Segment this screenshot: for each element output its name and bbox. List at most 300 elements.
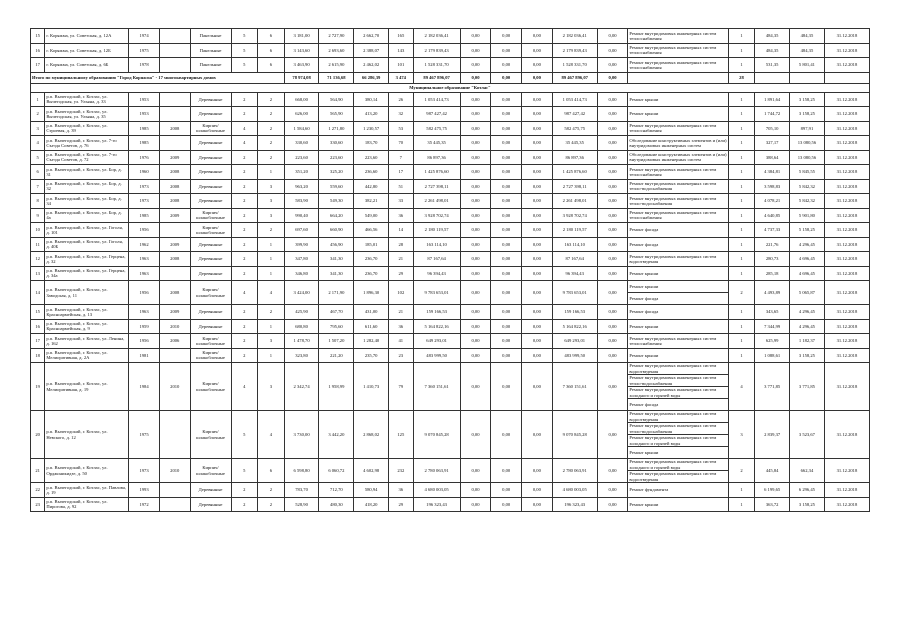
cell-n: 2	[31, 107, 45, 122]
cell-own: 2 780 063,91	[552, 459, 597, 483]
table-row	[31, 165, 870, 180]
cell-yrec: 2008	[159, 165, 190, 180]
cell-a: 990,40	[284, 208, 319, 223]
cell-d1: 285,18	[755, 266, 790, 281]
cell-b: 6 060,72	[319, 459, 354, 483]
cell-d2: 3 158,25	[790, 497, 825, 512]
cell-a: 425,90	[284, 305, 319, 320]
table-row	[31, 483, 870, 498]
cell-n: 16	[31, 319, 45, 334]
cell-a: 323,80	[284, 348, 319, 363]
cell-c: 236,70	[354, 252, 389, 267]
cell-p: 125	[389, 411, 414, 459]
cell-p: 53	[389, 121, 414, 136]
cell-f4: 0,00	[597, 281, 628, 305]
cell-f3: 0,00	[522, 194, 553, 209]
cell-fl: 2	[231, 483, 258, 498]
section-title: Муниципальное образование "Котлас"	[31, 83, 870, 92]
cell-yrec	[159, 58, 190, 73]
document-page	[30, 28, 870, 512]
cell-cnt: 1	[728, 497, 755, 512]
cell-own: 1 053 414,73	[552, 92, 597, 107]
cell-f1: 0,00	[460, 348, 491, 363]
cell-f1: 0,00	[460, 281, 491, 305]
cell-addr: р.п. Вычегодский, г. Котлас, ул. 7-го Съезда Советов, д. 76	[45, 136, 129, 151]
cell-yrec	[159, 29, 190, 44]
cell-yrec: 2009	[159, 208, 190, 223]
table-row	[31, 497, 870, 512]
cell-a: 1 584,60	[284, 121, 319, 136]
cell-b: 564,90	[319, 92, 354, 107]
table-row	[31, 334, 870, 349]
work-item: Ремонт внутридомовых инженерных систем водоотведения	[629, 253, 717, 264]
cell-b: 559,60	[319, 179, 354, 194]
cell-cost: 2 180 119,57	[413, 223, 460, 238]
section-row	[31, 83, 870, 92]
cell-en: 2	[258, 136, 285, 151]
cell-year: 1962	[129, 237, 160, 252]
cell-f3: 0,00	[522, 281, 553, 305]
cell-date: 31.12.2018	[824, 483, 869, 498]
table-row	[31, 252, 870, 267]
cell-yrec	[159, 43, 190, 58]
cell-d1: 2 839,37	[755, 411, 790, 459]
cell-en: 2	[258, 497, 285, 512]
subtotal-cell: 0,00	[597, 72, 628, 83]
cell-p: 23	[389, 348, 414, 363]
work-item: Ремонт внутридомовых инженерных систем тепло-водоснабжения	[628, 423, 727, 435]
cell-year: 1973	[129, 179, 160, 194]
cell-b: 1 958,99	[319, 363, 354, 411]
cell-wall: Деревянные	[190, 194, 231, 209]
work-item: Ремонт фасада	[629, 401, 659, 407]
cell-f2: 0,00	[491, 121, 522, 136]
cell-d2: 897,91	[790, 121, 825, 136]
subtotal-cell: 0,00	[460, 72, 491, 83]
cell-d2: 484,35	[790, 29, 825, 44]
cell-c: 236,70	[354, 266, 389, 281]
cell-f4: 0,00	[597, 319, 628, 334]
cell-c: 1 896,30	[354, 281, 389, 305]
cell-f3: 0,00	[522, 165, 553, 180]
cell-c: 549,00	[354, 208, 389, 223]
cell-p: 102	[389, 281, 414, 305]
cell-f4: 0,00	[597, 136, 628, 151]
subtotal-cell: 89 467 896,07	[413, 72, 460, 83]
cell-d2: 13 080,56	[790, 136, 825, 151]
cell-own: 649 293,01	[552, 334, 597, 349]
cell-addr: г. Коряжма, ул. Советская, д. 6Б	[45, 58, 129, 73]
cell-n: 15	[31, 305, 45, 320]
cell-a: 3 730,00	[284, 411, 319, 459]
cell-cnt: 1	[728, 334, 755, 349]
cell-n: 12	[31, 252, 45, 267]
cell-en: 2	[258, 92, 285, 107]
cell-f2: 0,00	[491, 165, 522, 180]
cell-c: 4 602,98	[354, 459, 389, 483]
cell-date: 31.12.2018	[824, 107, 869, 122]
cell-wall: Панельные	[190, 58, 231, 73]
cell-year: 1975	[129, 43, 160, 58]
cell-cost: 35 445,35	[413, 136, 460, 151]
cell-works	[628, 58, 728, 73]
cell-works	[628, 29, 728, 44]
cell-own: 1 528 331,70	[552, 58, 597, 73]
cell-year: 1976	[129, 150, 160, 165]
cell-d2: 5 065,87	[790, 281, 825, 305]
cell-d1: 7 344,99	[755, 319, 790, 334]
cell-works	[628, 107, 728, 122]
cell-f2: 0,00	[491, 194, 522, 209]
work-item: Ремонт крыши	[629, 323, 659, 329]
cell-f4: 0,00	[597, 58, 628, 73]
cell-yrec	[159, 411, 190, 459]
cell-f4: 0,00	[597, 208, 628, 223]
cell-f3: 0,00	[522, 363, 553, 411]
cell-fl: 4	[231, 363, 258, 411]
table-row	[31, 179, 870, 194]
cell-cnt: 1	[728, 252, 755, 267]
cell-en: 1	[258, 319, 285, 334]
cell-addr: р.п. Вычегодский, г. Котлас, ул. Вычегодская, ул. Ульяна, д. 35	[45, 107, 129, 122]
subtotal-cell	[790, 72, 825, 83]
cell-f1: 0,00	[460, 136, 491, 151]
cell-b: 2 727,90	[319, 29, 354, 44]
cell-f4: 0,00	[597, 43, 628, 58]
work-item: Ремонт крыши	[629, 111, 659, 117]
table-row	[31, 411, 870, 459]
cell-d2: 5 801,41	[790, 58, 825, 73]
cell-b: 712,70	[319, 483, 354, 498]
cell-b: 664,20	[319, 208, 354, 223]
table-row	[31, 348, 870, 363]
cell-a: 347,80	[284, 252, 319, 267]
cell-date: 31.12.2018	[824, 223, 869, 238]
cell-yrec: 2006	[159, 334, 190, 349]
cell-fl: 5	[231, 411, 258, 459]
cell-d1: 625,99	[755, 334, 790, 349]
cell-c: 1 282,40	[354, 334, 389, 349]
cell-d2: 5 845,55	[790, 165, 825, 180]
cell-c: 1 230,57	[354, 121, 389, 136]
cell-p: 33	[389, 194, 414, 209]
table-row	[31, 43, 870, 58]
cell-b: 341,30	[319, 266, 354, 281]
table-row	[31, 266, 870, 281]
cell-yrec: 2008	[159, 252, 190, 267]
cell-f2: 0,00	[491, 107, 522, 122]
cell-f2: 0,00	[491, 252, 522, 267]
cell-fl: 2	[231, 334, 258, 349]
cell-c: 185,01	[354, 237, 389, 252]
cell-b: 795,60	[319, 319, 354, 334]
cell-addr: р.п. Вычегодский, г. Котлас, ул. Пирогова, д. 92	[45, 497, 129, 512]
cell-own: 987 427,42	[552, 107, 597, 122]
cell-cost: 2 179 839,43	[413, 43, 460, 58]
cell-year: 1953	[129, 107, 160, 122]
cell-f3: 0,00	[522, 107, 553, 122]
cell-fl: 2	[231, 165, 258, 180]
cell-fl: 4	[231, 281, 258, 305]
cell-date: 31.12.2018	[824, 411, 869, 459]
cell-d1: 388,64	[755, 150, 790, 165]
table-row	[31, 92, 870, 107]
cell-addr: р.п. Вычегодский, г. Котлас, ул. Бор, д. 32	[45, 179, 129, 194]
cell-en: 6	[258, 29, 285, 44]
cell-works	[628, 121, 728, 136]
subtotal-cell	[824, 72, 869, 83]
cell-addr: р.п. Вычегодский, г. Котлас, ул. Мелиоративная, д. 2А	[45, 348, 129, 363]
cell-addr: р.п. Вычегодский, г. Котлас, ул. 7-го Съезда Советов, д. 72	[45, 150, 129, 165]
cell-addr: р.п. Вычегодский, г. Котлас, ул. Бор, д. 31	[45, 165, 129, 180]
cell-cost: 163 114,10	[413, 237, 460, 252]
cell-date: 31.12.2018	[824, 150, 869, 165]
cell-f4: 0,00	[597, 223, 628, 238]
cell-cost: 582 475,75	[413, 121, 460, 136]
cell-f1: 0,00	[460, 92, 491, 107]
work-item: Ремонт крыши	[629, 449, 659, 455]
cell-cost: 4 680 003,05	[413, 483, 460, 498]
cell-f1: 0,00	[460, 363, 491, 411]
cell-cnt: 3	[728, 411, 755, 459]
cell-en: 3	[258, 194, 285, 209]
work-item: Ремонт фасада	[629, 295, 659, 301]
cell-f1: 0,00	[460, 497, 491, 512]
cell-cost: 987 427,42	[413, 107, 460, 122]
cell-p: 36	[389, 208, 414, 223]
cell-f3: 0,00	[522, 58, 553, 73]
work-item: Ремонт внутридомовых инженерных систем водоотведения	[628, 363, 727, 375]
cell-wall: Кирпич/ шлакоблочные	[190, 121, 231, 136]
cell-yrec	[159, 223, 190, 238]
cell-p: 7	[389, 150, 414, 165]
cell-date: 31.12.2018	[824, 43, 869, 58]
cell-n: 20	[31, 411, 45, 459]
cell-d1: 531,35	[755, 58, 790, 73]
cell-works	[628, 266, 728, 281]
table-row	[31, 208, 870, 223]
cell-works	[628, 223, 728, 238]
cell-a: 346,80	[284, 266, 319, 281]
cell-b: 2 171,90	[319, 281, 354, 305]
cell-d2: 5 901,80	[790, 208, 825, 223]
cell-own: 9 783 653,01	[552, 281, 597, 305]
cell-p: 32	[389, 107, 414, 122]
cell-cnt: 1	[728, 92, 755, 107]
cell-c: 413,20	[354, 107, 389, 122]
cell-own: 86 897,36	[552, 150, 597, 165]
cell-yrec: 2010	[159, 363, 190, 411]
cell-date: 31.12.2018	[824, 266, 869, 281]
work-item: Ремонт фундамента	[629, 487, 669, 493]
cell-wall: Кирпич/ шлакоблочные	[190, 223, 231, 238]
cell-n: 17	[31, 58, 45, 73]
cell-en: 2	[258, 223, 285, 238]
table-row	[31, 136, 870, 151]
cell-f1: 0,00	[460, 411, 491, 459]
work-item: Ремонт внутридомовых инженерных систем холодного и горячей воды	[628, 387, 727, 399]
cell-fl: 2	[231, 92, 258, 107]
cell-fl: 4	[231, 121, 258, 136]
cell-f3: 0,00	[522, 150, 553, 165]
cell-a: 963,20	[284, 179, 319, 194]
cell-f3: 0,00	[522, 334, 553, 349]
cell-d2: 3 158,25	[790, 348, 825, 363]
cell-f1: 0,00	[460, 223, 491, 238]
cell-works	[628, 194, 728, 209]
cell-f1: 0,00	[460, 459, 491, 483]
cell-wall: Деревянные	[190, 165, 231, 180]
cell-d2: 3 158,25	[790, 92, 825, 107]
cell-f1: 0,00	[460, 179, 491, 194]
cell-own: 2 179 839,43	[552, 43, 597, 58]
cell-works	[628, 459, 728, 483]
cell-a: 2 342,74	[284, 363, 319, 411]
cell-cost: 483 999,50	[413, 348, 460, 363]
cell-f3: 0,00	[522, 252, 553, 267]
cell-addr: р.п. Вычегодский, г. Котлас, ул. Бор, д. 4а	[45, 208, 129, 223]
cell-yrec: 2009	[159, 150, 190, 165]
cell-d1: 343,65	[755, 305, 790, 320]
cell-yrec: 2009	[159, 237, 190, 252]
cell-p: 21	[389, 305, 414, 320]
cell-d1: 1 891,64	[755, 92, 790, 107]
cell-d2: 4 296,45	[790, 237, 825, 252]
cell-f3: 0,00	[522, 305, 553, 320]
cell-f3: 0,00	[522, 136, 553, 151]
cell-f4: 0,00	[597, 266, 628, 281]
cell-n: 1	[31, 92, 45, 107]
cell-addr: р.п. Вычегодский, г. Котлас, ул. Невского, д. 12	[45, 411, 129, 459]
cell-date: 31.12.2018	[824, 29, 869, 44]
cell-p: 17	[389, 165, 414, 180]
cell-b: 3 442,20	[319, 411, 354, 459]
cell-fl: 5	[231, 58, 258, 73]
cell-yrec: 2008	[159, 121, 190, 136]
cell-yrec: 2008	[159, 194, 190, 209]
cell-works	[628, 363, 728, 411]
work-item: Ремонт внутридомовых инженерных систем тепло-водоснабжения	[629, 181, 717, 192]
repair-program-table	[30, 28, 870, 512]
cell-d1: 280,73	[755, 252, 790, 267]
cell-works	[628, 150, 728, 165]
cell-works	[628, 92, 728, 107]
cell-b: 223,60	[319, 150, 354, 165]
table-row	[31, 107, 870, 122]
cell-n: 17	[31, 334, 45, 349]
cell-p: 36	[389, 483, 414, 498]
cell-f3: 0,00	[522, 411, 553, 459]
cell-c: 442,80	[354, 179, 389, 194]
cell-own: 87 167,64	[552, 252, 597, 267]
cell-a: 697,60	[284, 223, 319, 238]
cell-f3: 0,00	[522, 223, 553, 238]
cell-f1: 0,00	[460, 319, 491, 334]
cell-b: 660,90	[319, 223, 354, 238]
cell-addr: р.п. Вычегодский, г. Котлас, ул. Красноармейская, д. 13	[45, 305, 129, 320]
cell-c: 2 388,07	[354, 43, 389, 58]
cell-c: 611,60	[354, 319, 389, 334]
cell-f4: 0,00	[597, 497, 628, 512]
cell-date: 31.12.2018	[824, 497, 869, 512]
cell-en: 3	[258, 334, 285, 349]
cell-wall: Кирпич/ шлакоблочные	[190, 363, 231, 411]
cell-f4: 0,00	[597, 237, 628, 252]
work-item: Ремонт внутридомовых инженерных систем теплоснабжения	[629, 123, 717, 134]
cell-f4: 0,00	[597, 121, 628, 136]
cell-f2: 0,00	[491, 305, 522, 320]
cell-f4: 0,00	[597, 411, 628, 459]
cell-d2: 4 696,45	[790, 266, 825, 281]
cell-f4: 0,00	[597, 334, 628, 349]
cell-d1: 4 384,81	[755, 165, 790, 180]
cell-date: 31.12.2018	[824, 281, 869, 305]
cell-f2: 0,00	[491, 150, 522, 165]
cell-cnt: 1	[728, 121, 755, 136]
cell-cnt: 1	[728, 165, 755, 180]
cell-c: 223,60	[354, 150, 389, 165]
cell-wall: Кирпич/ шлакоблочные	[190, 411, 231, 459]
cell-f1: 0,00	[460, 107, 491, 122]
work-item: Ремонт внутридомовых инженерных систем холодного и горячей воды	[628, 435, 727, 447]
cell-year: 1984	[129, 363, 160, 411]
cell-year: 1974	[129, 29, 160, 44]
table-row	[31, 29, 870, 44]
cell-f3: 0,00	[522, 208, 553, 223]
cell-cost: 86 897,36	[413, 150, 460, 165]
cell-d1: 1 744,72	[755, 107, 790, 122]
cell-p: 29	[389, 497, 414, 512]
cell-a: 583,90	[284, 194, 319, 209]
cell-yrec: 2010	[159, 319, 190, 334]
cell-fl: 2	[231, 348, 258, 363]
cell-p: 36	[389, 319, 414, 334]
cell-f1: 0,00	[460, 150, 491, 165]
cell-year: 1956	[129, 223, 160, 238]
cell-f4: 0,00	[597, 459, 628, 483]
cell-cnt: 1	[728, 150, 755, 165]
cell-en: 3	[258, 179, 285, 194]
cell-f2: 0,00	[491, 497, 522, 512]
cell-f1: 0,00	[460, 165, 491, 180]
cell-wall: Деревянные	[190, 237, 231, 252]
cell-own: 35 445,35	[552, 136, 597, 151]
cell-cnt: 1	[728, 29, 755, 44]
cell-own: 2 727 398,11	[552, 179, 597, 194]
cell-own: 9 070 845,28	[552, 411, 597, 459]
cell-fl: 2	[231, 179, 258, 194]
cell-n: 9	[31, 208, 45, 223]
cell-f2: 0,00	[491, 483, 522, 498]
cell-f2: 0,00	[491, 348, 522, 363]
cell-date: 31.12.2018	[824, 179, 869, 194]
cell-cost: 9 070 845,28	[413, 411, 460, 459]
cell-p: 41	[389, 334, 414, 349]
cell-own: 2 182 036,41	[552, 29, 597, 44]
cell-wall: Деревянные	[190, 179, 231, 194]
cell-f4: 0,00	[597, 348, 628, 363]
cell-f2: 0,00	[491, 281, 522, 305]
cell-year: 1953	[129, 92, 160, 107]
cell-year: 1985	[129, 121, 160, 136]
cell-works	[628, 497, 728, 512]
subtotal-cell: 28	[728, 72, 755, 83]
cell-fl: 4	[231, 136, 258, 151]
cell-a: 223,60	[284, 150, 319, 165]
cell-addr: р.п. Вычегодский, г. Котлас, ул. Герцена, д. 34а	[45, 266, 129, 281]
cell-d1: 363,72	[755, 497, 790, 512]
cell-wall: Деревянные	[190, 136, 231, 151]
